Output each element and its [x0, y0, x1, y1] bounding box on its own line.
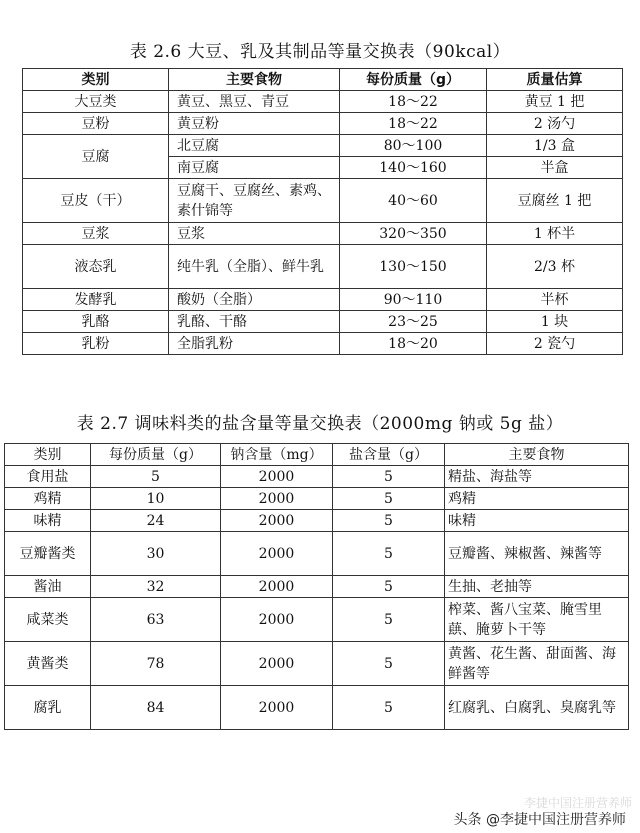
cell-category: 乳粉 — [23, 333, 169, 355]
cell-weight: 140～160 — [340, 157, 487, 179]
cell-food: 豆腐干、豆腐丝、素鸡、素什锦等 — [169, 179, 340, 223]
cell-weight: 24 — [91, 510, 221, 532]
condiment-salt-exchange-table — [4, 443, 629, 730]
header-sodium: 钠含量（mg） — [221, 444, 333, 466]
cell-estimate: 黄豆 1 把 — [487, 91, 623, 113]
cell-food: 鸡精 — [445, 488, 629, 510]
cell-sodium: 2000 — [221, 510, 333, 532]
cell-estimate: 1/3 盒 — [487, 135, 623, 157]
table-row — [5, 488, 629, 510]
cell-food: 生抽、老抽等 — [445, 576, 629, 598]
table-row — [23, 113, 623, 135]
header-main-food: 主要食物 — [169, 69, 340, 91]
cell-food: 豆瓣酱、辣椒酱、辣酱等 — [445, 532, 629, 576]
cell-weight: 23～25 — [340, 311, 487, 333]
cell-food: 乳酪、干酪 — [169, 311, 340, 333]
cell-category: 豆粉 — [23, 113, 169, 135]
table-row — [5, 642, 629, 686]
cell-weight: 30 — [91, 532, 221, 576]
table-header-row — [23, 69, 623, 91]
cell-sodium: 2000 — [221, 488, 333, 510]
bean-dairy-exchange-table — [22, 68, 623, 355]
table-row — [5, 466, 629, 488]
cell-food: 黄酱、花生酱、甜面酱、海鲜酱等 — [445, 642, 629, 686]
table-row — [23, 311, 623, 333]
cell-food: 味精 — [445, 510, 629, 532]
header-category: 类别 — [23, 69, 169, 91]
table-row — [23, 223, 623, 245]
cell-category: 豆腐 — [23, 135, 169, 179]
table-row — [23, 179, 623, 223]
cell-salt: 5 — [333, 686, 445, 730]
cell-food: 榨菜、酱八宝菜、腌雪里蕻、腌萝卜干等 — [445, 598, 629, 642]
cell-category: 豆浆 — [23, 223, 169, 245]
cell-sodium: 2000 — [221, 532, 333, 576]
cell-weight: 5 — [91, 466, 221, 488]
cell-salt: 5 — [333, 466, 445, 488]
cell-category: 食用盐 — [5, 466, 91, 488]
table-row — [23, 333, 623, 355]
cell-category: 酱油 — [5, 576, 91, 598]
cell-category: 大豆类 — [23, 91, 169, 113]
cell-estimate: 1 块 — [487, 311, 623, 333]
cell-food: 全脂乳粉 — [169, 333, 340, 355]
cell-estimate: 半盒 — [487, 157, 623, 179]
cell-food: 精盐、海盐等 — [445, 466, 629, 488]
cell-category: 发酵乳 — [23, 289, 169, 311]
cell-weight: 130～150 — [340, 245, 487, 289]
cell-estimate: 2 汤勺 — [487, 113, 623, 135]
table-row — [23, 289, 623, 311]
table2-title: 表 2.7 调味料类的盐含量等量交换表（2000mg 钠或 5g 盐） — [76, 414, 564, 434]
cell-weight: 32 — [91, 576, 221, 598]
cell-sodium: 2000 — [221, 642, 333, 686]
cell-category: 咸菜类 — [5, 598, 91, 642]
header-category: 类别 — [5, 444, 91, 466]
faint-watermark: 李捷中国注册营养师 — [523, 796, 632, 810]
cell-sodium: 2000 — [221, 686, 333, 730]
author-watermark: 头条 @李捷中国注册营养师 — [453, 812, 626, 828]
cell-weight: 63 — [91, 598, 221, 642]
header-salt: 盐含量（g） — [333, 444, 445, 466]
cell-category: 液态乳 — [23, 245, 169, 289]
cell-food: 黄豆粉 — [169, 113, 340, 135]
table-row — [23, 135, 623, 157]
cell-weight: 320～350 — [340, 223, 487, 245]
header-estimate: 质量估算 — [487, 69, 623, 91]
cell-food: 酸奶（全脂） — [169, 289, 340, 311]
cell-sodium: 2000 — [221, 576, 333, 598]
cell-salt: 5 — [333, 598, 445, 642]
header-weight: 每份质量（g） — [91, 444, 221, 466]
cell-weight: 78 — [91, 642, 221, 686]
cell-salt: 5 — [333, 576, 445, 598]
header-main-food: 主要食物 — [445, 444, 629, 466]
table-row — [5, 532, 629, 576]
table1-title: 表 2.6 大豆、乳及其制品等量交换表（90kcal） — [129, 42, 511, 62]
cell-estimate: 豆腐丝 1 把 — [487, 179, 623, 223]
cell-salt: 5 — [333, 488, 445, 510]
cell-food: 红腐乳、白腐乳、臭腐乳等 — [445, 686, 629, 730]
cell-salt: 5 — [333, 532, 445, 576]
cell-weight: 10 — [91, 488, 221, 510]
cell-category: 豆皮（干） — [23, 179, 169, 223]
cell-sodium: 2000 — [221, 466, 333, 488]
cell-food: 豆浆 — [169, 223, 340, 245]
cell-estimate: 半杯 — [487, 289, 623, 311]
cell-weight: 90～110 — [340, 289, 487, 311]
table-header-row — [5, 444, 629, 466]
table-row — [5, 598, 629, 642]
table-row — [23, 245, 623, 289]
cell-category: 腐乳 — [5, 686, 91, 730]
table-row — [5, 686, 629, 730]
cell-weight: 18～20 — [340, 333, 487, 355]
cell-estimate: 2/3 杯 — [487, 245, 623, 289]
cell-category: 豆瓣酱类 — [5, 532, 91, 576]
cell-weight: 80～100 — [340, 135, 487, 157]
cell-weight: 18～22 — [340, 113, 487, 135]
cell-salt: 5 — [333, 642, 445, 686]
cell-food: 黄豆、黑豆、青豆 — [169, 91, 340, 113]
cell-food: 南豆腐 — [169, 157, 340, 179]
cell-weight: 84 — [91, 686, 221, 730]
cell-weight: 18～22 — [340, 91, 487, 113]
cell-salt: 5 — [333, 510, 445, 532]
cell-category: 味精 — [5, 510, 91, 532]
cell-estimate: 2 瓷勺 — [487, 333, 623, 355]
cell-sodium: 2000 — [221, 598, 333, 642]
table-row — [5, 576, 629, 598]
cell-food: 纯牛乳（全脂）、鲜牛乳 — [169, 245, 340, 289]
cell-estimate: 1 杯半 — [487, 223, 623, 245]
cell-category: 乳酪 — [23, 311, 169, 333]
cell-category: 黄酱类 — [5, 642, 91, 686]
table-row — [23, 91, 623, 113]
cell-category: 鸡精 — [5, 488, 91, 510]
table-row — [5, 510, 629, 532]
header-weight: 每份质量（g） — [340, 69, 487, 91]
cell-food: 北豆腐 — [169, 135, 340, 157]
cell-weight: 40～60 — [340, 179, 487, 223]
